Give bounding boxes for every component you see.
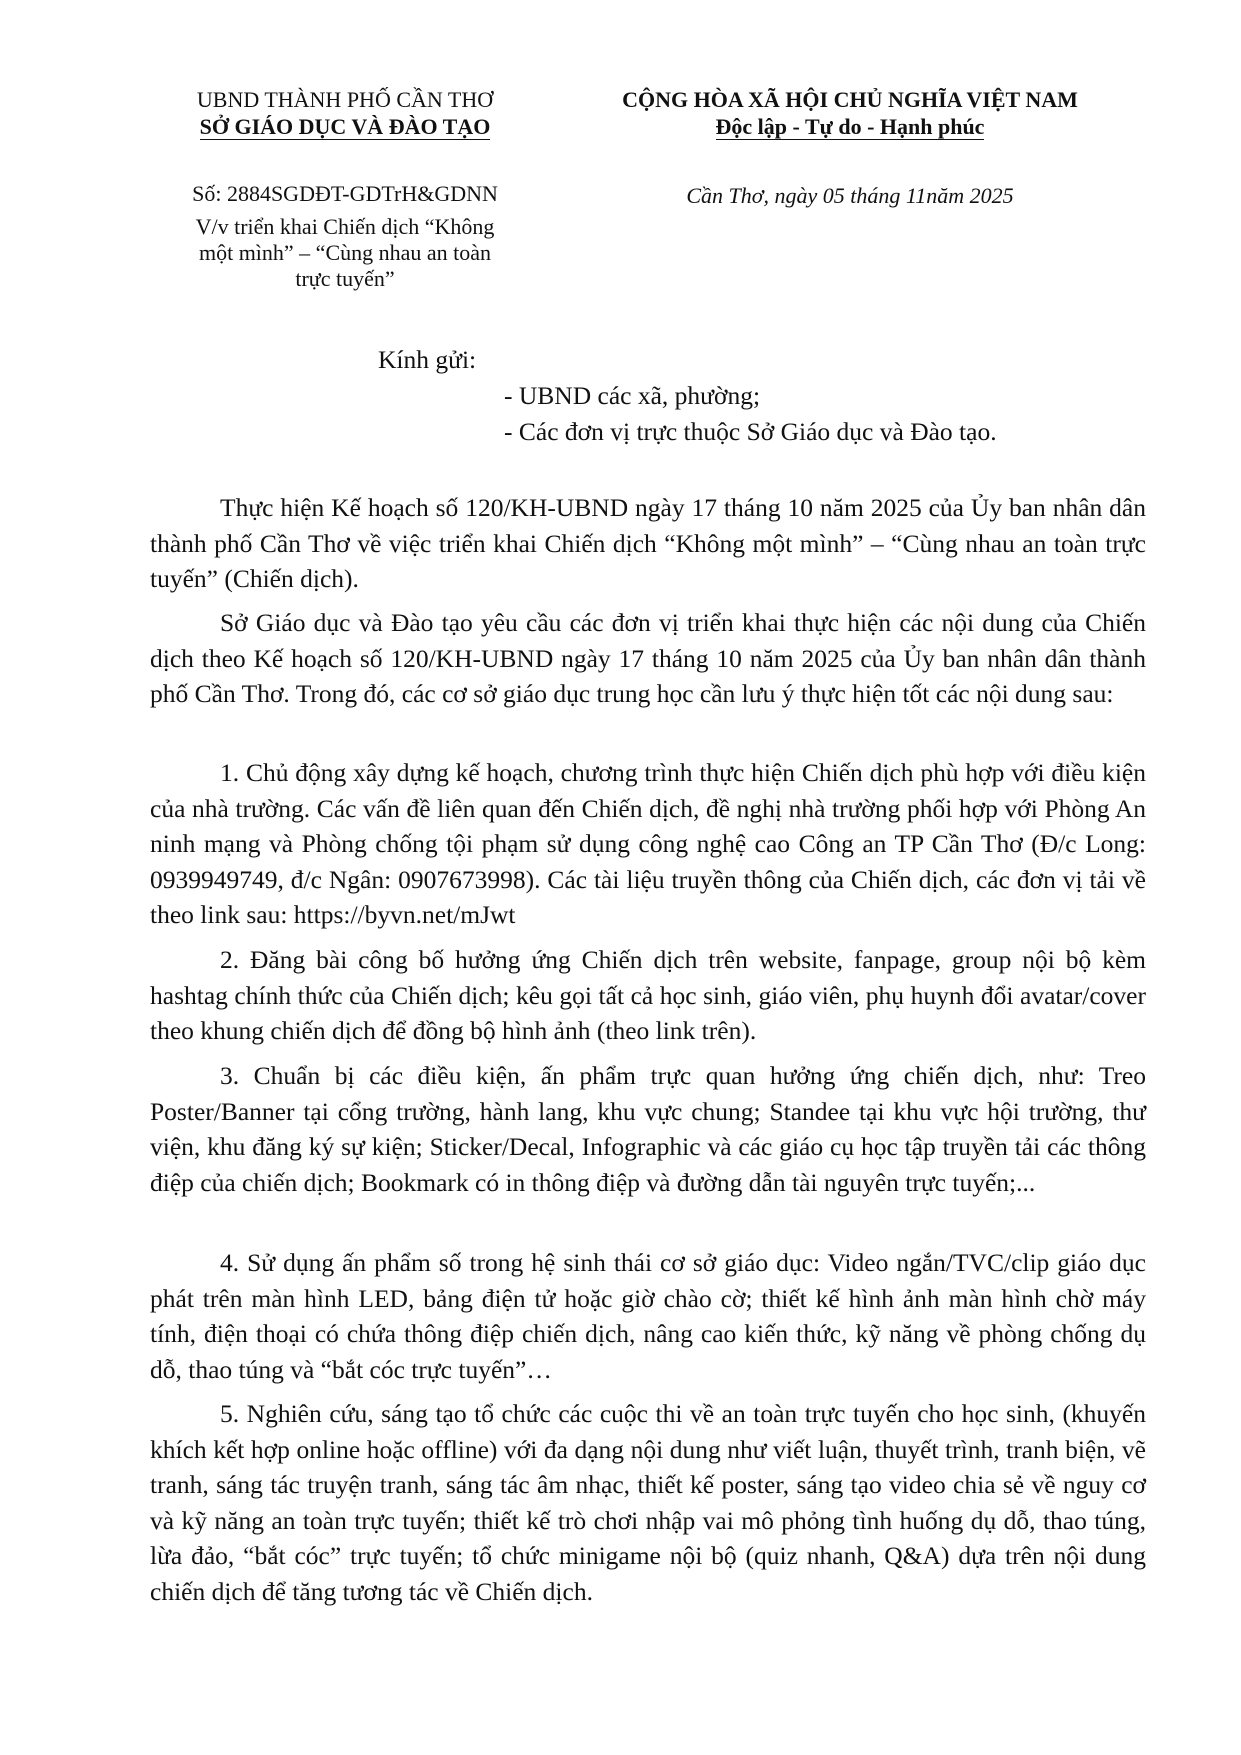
subject-line: một mình” – “Cùng nhau an toàn (198, 240, 492, 265)
list-item: 4. Sử dụng ấn phẩm số trong hệ sinh thái cơ sở giáo dục: Video ngắn/TVC/clip giáo dục phát trên màn hình LED, bảng điện tử hoặc giờ chào cờ; thiết kế hình ảnh màn hình chờ máy tính, điện thoại có chứa thông điệp chiến dịch, nâng cao kiến thức, kỹ năng về phòng chống dụ dỗ, thao túng và “bắt cóc trực tuyến”… (150, 1248, 1146, 1384)
agency-parent: UBND THÀNH PHỐ CẦN THƠ (196, 87, 494, 112)
document-subject (120, 214, 570, 292)
recipient-item: - UBND các xã, phường; (504, 381, 761, 410)
agency-name-text: SỞ GIÁO DỤC VÀ ĐÀO TẠO (199, 114, 491, 139)
agency-name (120, 113, 570, 140)
issuing-agency (120, 86, 570, 140)
place-date: Cần Thơ, ngày 05 tháng 11năm 2025 (686, 183, 1014, 208)
nation-motto (560, 113, 1140, 140)
national-motto (560, 86, 1140, 140)
body-paragraph: Thực hiện Kế hoạch số 120/KH-UBND ngày 17 tháng 10 năm 2025 của Ủy ban nhân dân thành phố Cần Thơ về việc triển khai Chiến dịch “Không một mình” – “Cùng nhau an toàn trực tuyến” (Chiến dịch). (150, 493, 1146, 594)
recipient-item: - Các đơn vị trực thuộc Sở Giáo dục và Đào tạo. (504, 417, 997, 446)
list-item: 1. Chủ động xây dựng kế hoạch, chương trình thực hiện Chiến dịch phù hợp với điều kiện của nhà trường. Các vấn đề liên quan đến Chiến dịch, đề nghị nhà trường phối hợp với Phòng An ninh mạng và Phòng chống tội phạm sử dụng công nghệ cao Công an TP Cần Thơ (Đ/c Long: 0939949749, đ/c Ngân: 0907673998). Các tài liệu truyền thông của Chiến dịch, các đơn vị tải về theo link sau: https://byvn.net/mJwt (150, 758, 1146, 930)
document-number: Số: 2884SGDĐT-GDTrH&GDNN (192, 181, 498, 206)
list-item: 2. Đăng bài công bố hưởng ứng Chiến dịch trên website, fanpage, group nội bộ kèm hashtag chính thức của Chiến dịch; kêu gọi tất cả học sinh, giáo viên, phụ huynh đổi avatar/cover theo khung chiến dịch để đồng bộ hình ảnh (theo link trên). (150, 945, 1146, 1046)
subject-line: V/v triển khai Chiến dịch “Không (195, 214, 495, 239)
list-item: 3. Chuẩn bị các điều kiện, ấn phẩm trực quan hưởng ứng chiến dịch, như: Treo Poster/Banner tại cổng trường, hành lang, khu vực chung; Standee tại khu vực hội trường, thư viện, khu đăng ký sự kiện; Sticker/Decal, Infographic và các giáo cụ học tập truyền tải các thông điệp của chiến dịch; Bookmark có in thông điệp và đường dẫn tài nguyên trực tuyến;... (150, 1061, 1146, 1197)
subject-line: trực tuyến” (295, 266, 395, 291)
body-paragraph: Sở Giáo dục và Đào tạo yêu cầu các đơn vị triển khai thực hiện các nội dung của Chiến dịch theo Kế hoạch số 120/KH-UBND ngày 17 tháng 10 năm 2025 của Ủy ban nhân dân thành phố Cần Thơ. Trong đó, các cơ sở giáo dục trung học cần lưu ý thực hiện tốt các nội dung sau: (150, 608, 1146, 709)
nation-name: CỘNG HÒA XÃ HỘI CHỦ NGHĨA VIỆT NAM (622, 87, 1078, 112)
nation-motto-text: Độc lập - Tự do - Hạnh phúc (715, 114, 985, 139)
list-item: 5. Nghiên cứu, sáng tạo tổ chức các cuộc thi về an toàn trực tuyến cho học sinh, (khuyến khích kết hợp online hoặc offline) với đa dạng nội dung như viết luận, thuyết trình, tranh biện, vẽ tranh, sáng tác truyện tranh, sáng tác âm nhạc, thiết kế poster, sáng tạo video chia sẻ về nguy cơ và kỹ năng an toàn trực tuyến; thiết kế trò chơi nhập vai mô phỏng tình huống dụ dỗ, thao túng, lừa đảo, “bắt cóc” trực tuyến; tổ chức minigame nội bộ (quiz nhanh, Q&A) dựa trên nội dung chiến dịch để tăng tương tác về Chiến dịch. (150, 1399, 1146, 1606)
recipients-label: Kính gửi: (378, 345, 477, 374)
